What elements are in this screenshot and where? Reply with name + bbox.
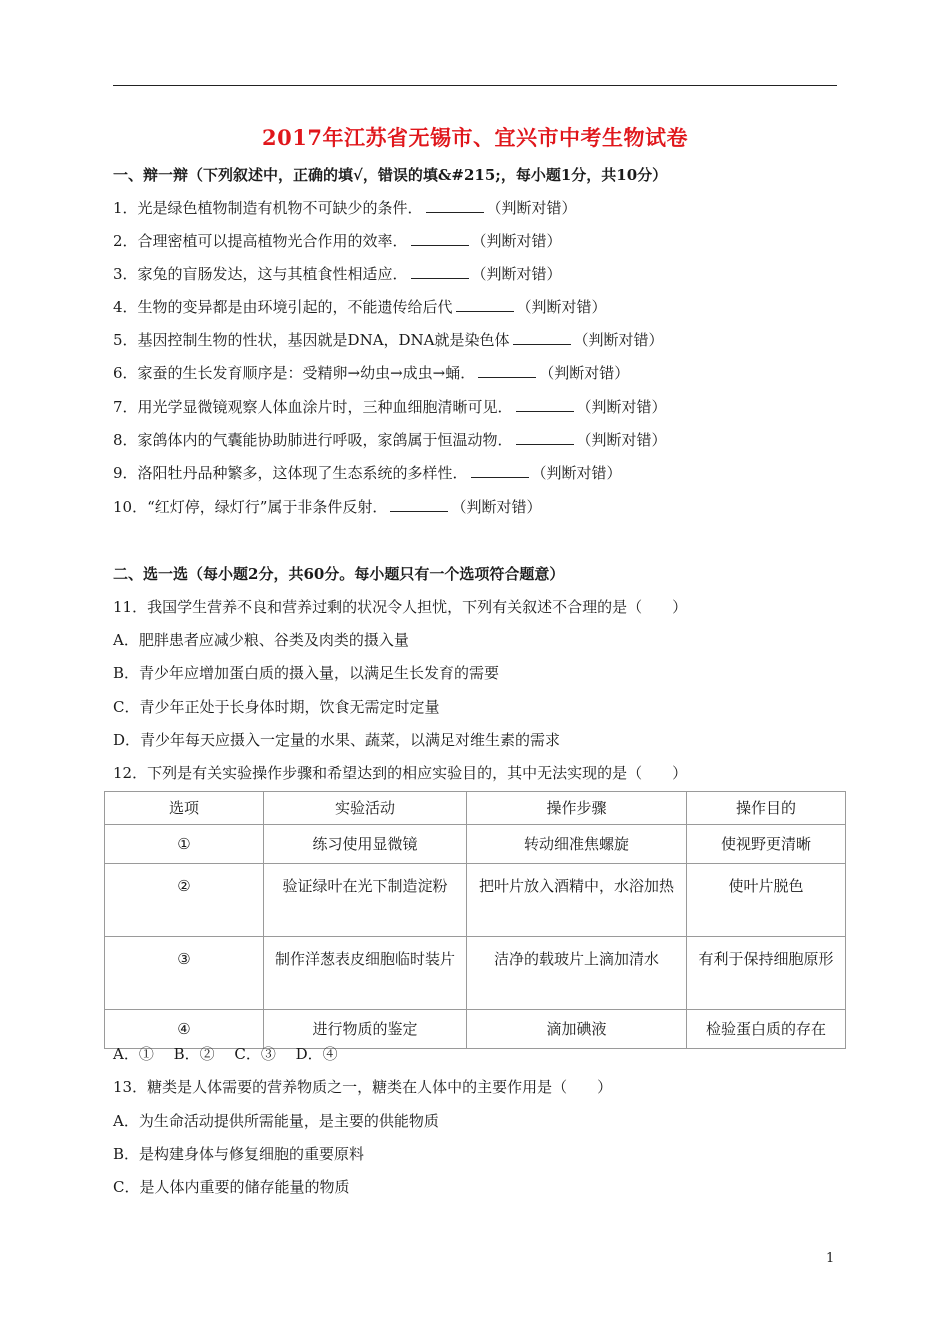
answer-blank[interactable] bbox=[516, 398, 574, 412]
table-cell: 练习使用显微镜 bbox=[264, 825, 467, 864]
option-b[interactable]: B．是构建身体与修复细胞的重要原料 bbox=[113, 1145, 365, 1163]
table-row bbox=[105, 825, 846, 864]
answer-blank[interactable] bbox=[478, 364, 536, 378]
answer-blank[interactable] bbox=[411, 232, 469, 246]
judge-item-3: 3．家兔的盲肠发达，这与其植食性相适应． （判断对错） bbox=[113, 265, 562, 283]
page-title: 2017年江苏省无锡市、宜兴市中考生物试卷 bbox=[262, 125, 688, 150]
table-header-row bbox=[105, 792, 846, 825]
question-12-answers[interactable]: A．① B．② C．③ D．④ bbox=[113, 1045, 338, 1063]
judge-item-10: 10．“红灯停，绿灯行”属于非条件反射． （判断对错） bbox=[113, 498, 542, 516]
table-header: 实验活动 bbox=[264, 792, 467, 825]
answer-blank[interactable] bbox=[513, 331, 571, 345]
section-1-heading: 一、辩一辩（下列叙述中，正确的填√，错误的填&#215;，每小题1分，共10分） bbox=[113, 166, 668, 184]
section-2-heading: 二、选一选（每小题2分，共60分。每小题只有一个选项符合题意） bbox=[113, 565, 565, 583]
judge-item-1: 1．光是绿色植物制造有机物不可缺少的条件． （判断对错） bbox=[113, 199, 577, 217]
judge-item-5: 5．基因控制生物的性状，基因就是DNA，DNA就是染色体 （判断对错） bbox=[113, 331, 664, 349]
question-12-stem: 12．下列是有关实验操作步骤和希望达到的相应实验目的，其中无法实现的是（ ） bbox=[113, 764, 688, 782]
judge-item-9: 9．洛阳牡丹品种繁多，这体现了生态系统的多样性． （判断对错） bbox=[113, 464, 622, 482]
table-cell: ④ bbox=[105, 1010, 264, 1049]
experiment-table bbox=[104, 791, 846, 1049]
question-11-stem: 11．我国学生营养不良和营养过剩的状况令人担忧，下列有关叙述不合理的是（ ） bbox=[113, 598, 688, 616]
answer-blank[interactable] bbox=[456, 298, 514, 312]
page-number: 1 bbox=[826, 1251, 835, 1266]
table-cell: 制作洋葱表皮细胞临时装片 bbox=[264, 937, 467, 1010]
option-a[interactable]: A．为生命活动提供所需能量，是主要的供能物质 bbox=[113, 1112, 439, 1130]
table-header: 选项 bbox=[105, 792, 264, 825]
option-c[interactable]: C．是人体内重要的储存能量的物质 bbox=[113, 1178, 350, 1196]
judge-item-7: 7．用光学显微镜观察人体血涂片时，三种血细胞清晰可见． （判断对错） bbox=[113, 398, 667, 416]
option-b[interactable]: B．青少年应增加蛋白质的摄入量，以满足生长发育的需要 bbox=[113, 664, 500, 682]
answer-blank[interactable] bbox=[411, 265, 469, 279]
table-cell: 把叶片放入酒精中，水浴加热 bbox=[467, 864, 687, 937]
judge-item-8: 8．家鸽体内的气囊能协助肺进行呼吸，家鸽属于恒温动物． （判断对错） bbox=[113, 431, 667, 449]
table-cell: 使视野更清晰 bbox=[687, 825, 846, 864]
table-cell: ① bbox=[105, 825, 264, 864]
judge-item-6: 6．家蚕的生长发育顺序是：受精卵→幼虫→成虫→蛹． （判断对错） bbox=[113, 364, 630, 382]
table-row bbox=[105, 864, 846, 937]
table-cell: 转动细准焦螺旋 bbox=[467, 825, 687, 864]
answer-blank[interactable] bbox=[471, 464, 529, 478]
table-cell: ③ bbox=[105, 937, 264, 1010]
answer-blank[interactable] bbox=[426, 199, 484, 213]
table-row bbox=[105, 937, 846, 1010]
table-header: 操作步骤 bbox=[467, 792, 687, 825]
table-header: 操作目的 bbox=[687, 792, 846, 825]
question-13-stem: 13．糖类是人体需要的营养物质之一，糖类在人体中的主要作用是（ ） bbox=[113, 1078, 613, 1096]
judge-item-4: 4．生物的变异都是由环境引起的，不能遗传给后代 （判断对错） bbox=[113, 298, 607, 316]
table-cell: 使叶片脱色 bbox=[687, 864, 846, 937]
option-c[interactable]: C．青少年正处于长身体时期，饮食无需定时定量 bbox=[113, 698, 440, 716]
answer-blank[interactable] bbox=[390, 498, 448, 512]
option-a[interactable]: A．肥胖患者应减少粮、谷类及肉类的摄入量 bbox=[113, 631, 409, 649]
table-cell: 进行物质的鉴定 bbox=[264, 1010, 467, 1049]
answer-blank[interactable] bbox=[516, 431, 574, 445]
table-cell: 验证绿叶在光下制造淀粉 bbox=[264, 864, 467, 937]
judge-item-2: 2．合理密植可以提高植物光合作用的效率． （判断对错） bbox=[113, 232, 562, 250]
table-cell: 洁净的载玻片上滴加清水 bbox=[467, 937, 687, 1010]
table-cell: 有利于保持细胞原形 bbox=[687, 937, 846, 1010]
table-cell: ② bbox=[105, 864, 264, 937]
header-rule bbox=[113, 85, 837, 86]
table-cell: 滴加碘液 bbox=[467, 1010, 687, 1049]
option-d[interactable]: D．青少年每天应摄入一定量的水果、蔬菜，以满足对维生素的需求 bbox=[113, 731, 561, 749]
table-cell: 检验蛋白质的存在 bbox=[687, 1010, 846, 1049]
